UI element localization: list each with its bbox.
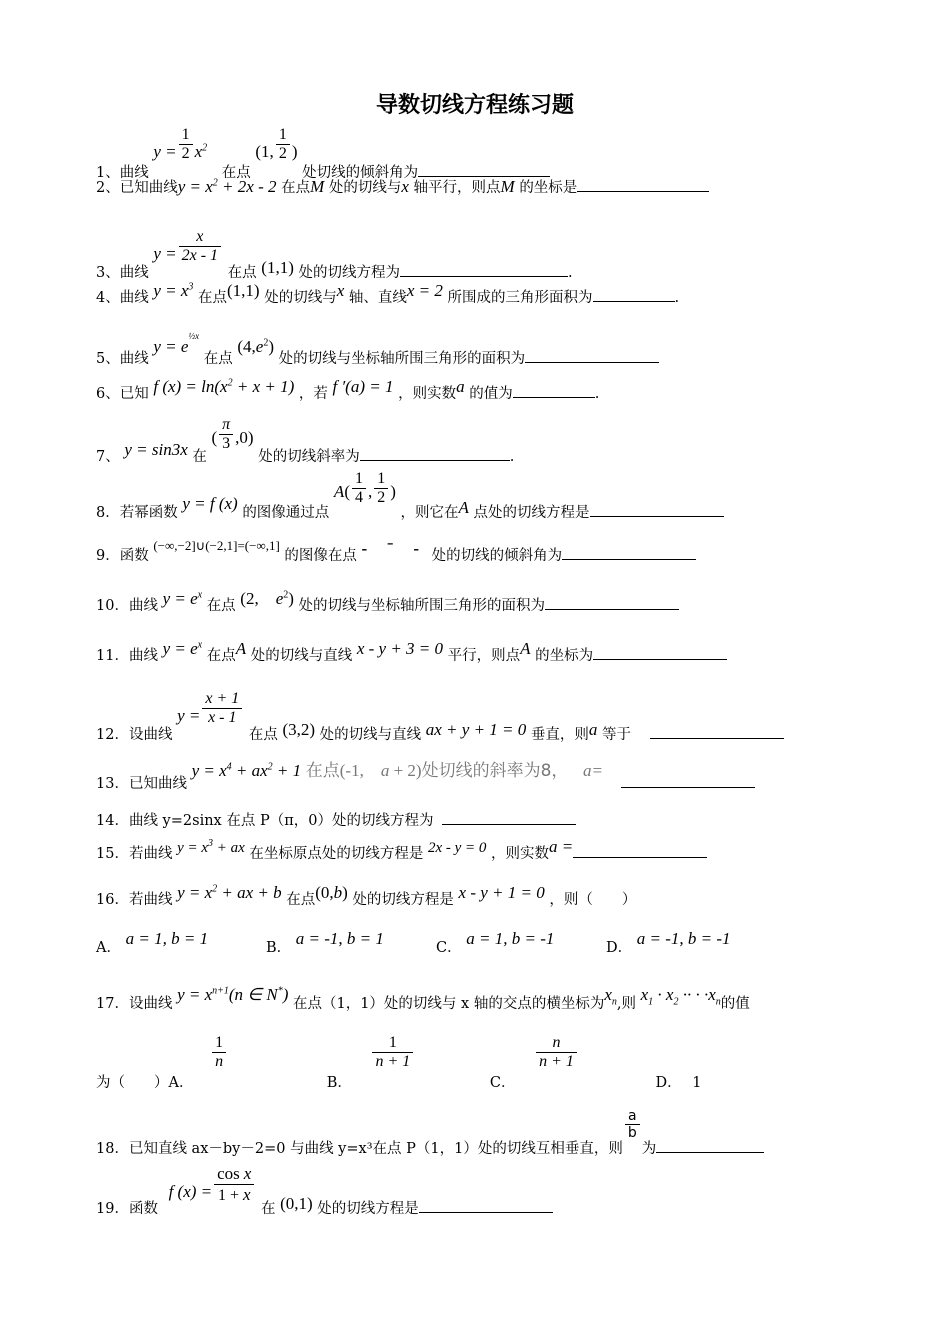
question-16-options [96,929,776,956]
question-18: 18．已知直线 ax－by－2=0 与曲线 y=x³在点 P（1，1）处的切线互相垂直，则 $\frac{a}{b}$ 为 [96,1108,764,1141]
option-a[interactable]: A． a = 1, b = 1 [96,929,209,956]
answer-blank[interactable] [418,164,550,177]
question-2: 2、已知曲线$y = x^2 + 2x - 2$ 在点M 处的切线与x 轴平行，则点M 的坐标是 [96,178,709,196]
question-13: 13．已知曲线 $y = x^4 + ax^2 + 1$ 在点(-1, a + 2)处切线的斜率为8， a= [96,762,755,780]
answer-blank[interactable] [593,647,727,660]
answer-blank[interactable] [650,726,784,739]
answer-blank[interactable] [573,845,707,858]
option-d[interactable]: D． a = -1, b = -1 [606,929,731,956]
question-6: 6、已知 f $(x) = \ln(x^2 + x + 1)$ ，若 f ′(a) = 1 ，则实数a 的值为 . [96,377,600,402]
question-16: 16．若曲线 $y = x^2$ + ax + b 在点(0,b) 处的切线方程是 x - y + 1 = 0 ，则（ ） [96,883,637,908]
question-15: 15．若曲线 $y = x^3$ + ax 在坐标原点处的切线方程是 2x - y = 0 ，则实数a = [96,838,707,856]
option-c[interactable]: C． a = 1, b = -1 [436,929,555,956]
answer-blank[interactable] [513,385,595,398]
question-17-options: 为（ ）A． $\frac{1}{n}$ B． $\frac{1}{n + 1}$ C． $\frac{n}{n + 1}$ D． 1 [96,1034,702,1091]
answer-blank[interactable] [621,775,755,788]
question-19: 19．函数 f (x) = $\frac{\text{cos x}}{1 + x}$ 在 (0,1) 处的切线方程是 [96,1158,553,1200]
question-8: 8．若幂函数 y = f (x) 的图像通过点 A( $\frac{1}{4}$ , $\frac{1}{2}$ ) ，则它在A 点处的切线方程是 [96,476,724,514]
question-1: 1、曲线 y = $\frac{1}{2}$ $x^2$ 在点 (1, $\frac{1}{2}$ ) 处切线的倾斜角为 [96,130,550,168]
option-c[interactable]: $\frac{n}{n + 1}$ [536,1034,577,1072]
answer-blank[interactable] [562,547,696,560]
answer-blank[interactable] [360,448,510,461]
answer-blank[interactable] [442,812,576,825]
answer-blank[interactable] [525,350,659,363]
answer-blank[interactable] [577,179,709,192]
question-3: 3、曲线 y = $\frac{x}{2x - 1}$ 在点 (1,1) 处的切线方程为 . [96,228,573,281]
answer-blank[interactable] [545,597,679,610]
answer-blank[interactable] [419,1200,553,1213]
question-4: 4、曲线 $y = x^3$ 在点(1,1) 处的切线与x 轴、直线x = 2 所围成的三角形面积为 . [96,281,680,306]
question-17: 17．设曲线 $y = x^{n+1}(n$ ∈ N*) 在点（1，1）处的切线与 x 轴的交点的横坐标为$x_n$,则 $x_1 \cdot x_2$ ·· · $\cdot x_n$的值 [96,985,750,1012]
question-9: 9．函数 (−∞,−2]∪(−2,1]=(−∞,1] 的图像在点 - ˉ - 处的切线的倾斜角为 [96,540,696,558]
question-7: 7、 y = sin3x 在 ( $\frac{\pi}{3}$ ,0) 处的切线斜率为 . [96,416,515,465]
option-d[interactable]: 1 [692,1074,702,1091]
option-a[interactable]: $\frac{1}{n}$ [212,1034,226,1072]
question-14: 14．曲线 y=2sinx 在点 P（π，0）处的切线方程为 [96,812,576,829]
question-12: 12．设曲线 y = $\frac{x + 1}{x - 1}$ 在点 (3,2) 处的切线与直线 ax + y + 1 = 0 垂直，则a 等于 [96,684,784,722]
option-b[interactable]: $\frac{1}{n + 1}$ [372,1034,413,1072]
page-title: 导数切线方程练习题 [375,93,574,118]
answer-blank[interactable] [656,1140,764,1153]
question-5: 5、曲线 $y = e^{\frac{1}{2}x}$ 在点 $(4,e^2)$ 处的切线与坐标轴所围三角形的面积为 [96,338,659,356]
question-10: 10．曲线 $y = e^x$ 在点 (2, $e^2$) 处的切线与坐标轴所围三角形的面积为 [96,590,679,608]
answer-blank[interactable] [590,504,724,517]
option-b[interactable]: B． a = -1, b = 1 [266,929,384,956]
answer-blank[interactable] [593,289,675,302]
question-11: 11．曲线 $y = e^x$ 在点A 处的切线与直线 x - y + 3 = 0 平行，则点A 的坐标为 [96,640,727,658]
answer-blank[interactable] [400,264,568,277]
